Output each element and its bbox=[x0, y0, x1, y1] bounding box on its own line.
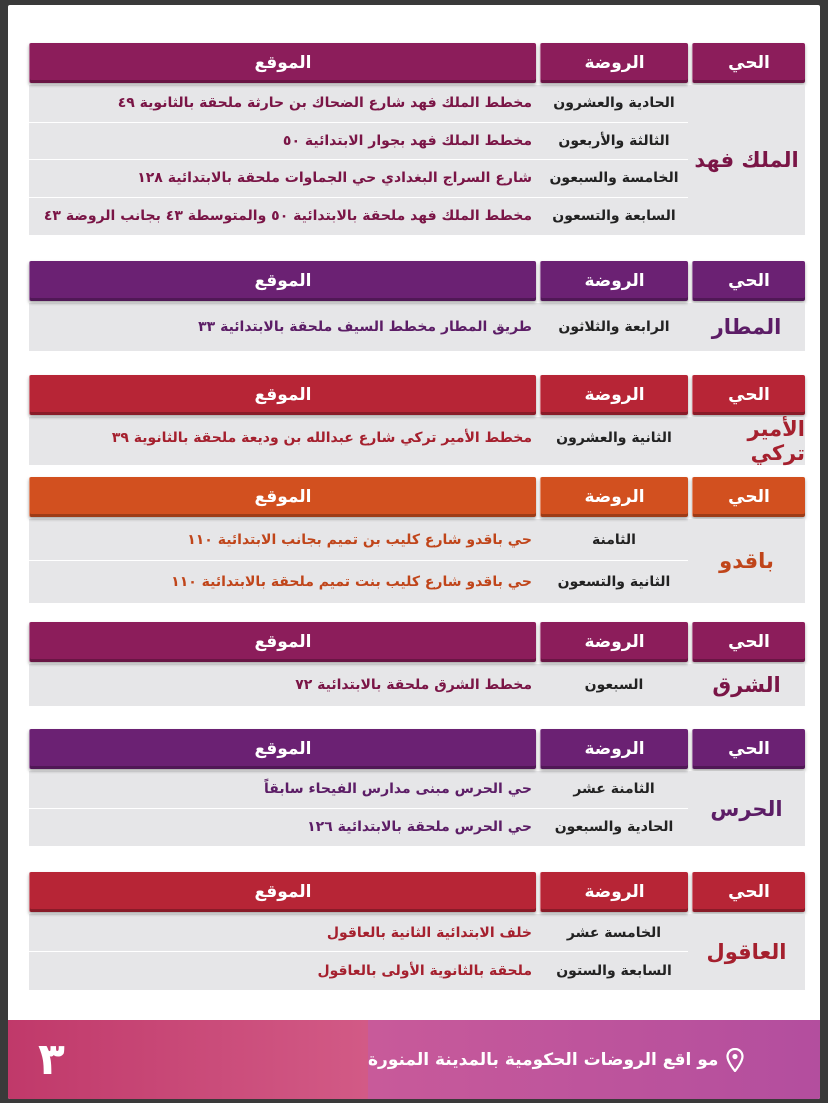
kindergarten-name: الحادية والسبعون bbox=[554, 819, 674, 836]
header-kindergarten: الروضة bbox=[540, 375, 688, 415]
table-body bbox=[29, 914, 805, 990]
table-row bbox=[29, 664, 688, 706]
header-kindergarten: الروضة bbox=[540, 261, 688, 301]
table-header bbox=[29, 261, 805, 301]
district-table bbox=[29, 872, 805, 990]
kindergarten-location: حي باقدو شارع كليب بنت تميم ملحقة بالابتدائية ١١٠ bbox=[171, 574, 532, 590]
rows bbox=[29, 664, 688, 706]
district-name: العاقول bbox=[688, 914, 805, 990]
district-name: الأمير تركي bbox=[688, 417, 805, 465]
header-kindergarten: الروضة bbox=[540, 622, 688, 662]
district-name: الشرق bbox=[688, 664, 805, 706]
kindergarten-name: السابعة والتسعون bbox=[552, 208, 676, 225]
kindergarten-location: مخطط الملك فهد بجوار الابتدائية ٥٠ bbox=[282, 132, 532, 149]
district-table bbox=[29, 261, 805, 351]
kindergarten-location: طريق المطار مخطط السيف ملحقة بالابتدائية ٣٣ bbox=[198, 319, 532, 335]
district-table bbox=[29, 622, 805, 706]
rows bbox=[29, 519, 688, 603]
header-location: الموقع bbox=[29, 872, 536, 912]
table-row bbox=[29, 561, 688, 603]
table-row bbox=[29, 771, 688, 809]
header-kindergarten: الروضة bbox=[540, 729, 688, 769]
table-row bbox=[29, 85, 688, 123]
kindergarten-name: الرابعة والثلاثون bbox=[558, 319, 670, 335]
header-district: الحي bbox=[692, 261, 805, 301]
kindergarten-name: السابعة والستون bbox=[556, 963, 672, 979]
district-table bbox=[29, 375, 805, 465]
table-header bbox=[29, 43, 805, 83]
kindergarten-name: الحادية والعشرون bbox=[553, 95, 675, 112]
header-district: الحي bbox=[692, 729, 805, 769]
kindergarten-location: مخطط الشرق ملحقة بالابتدائية ٧٢ bbox=[295, 677, 532, 693]
footer-title: مو اقع الروضات الحكومية بالمدينة المنورة bbox=[368, 1049, 719, 1070]
table-body bbox=[29, 771, 805, 846]
kindergarten-name: الثالثة والأربعون bbox=[558, 132, 670, 149]
kindergarten-name: السبعون bbox=[584, 677, 644, 693]
district-name: الحرس bbox=[688, 771, 805, 846]
table-header bbox=[29, 872, 805, 912]
table-row bbox=[29, 952, 688, 990]
table-body bbox=[29, 664, 805, 706]
table-header bbox=[29, 729, 805, 769]
table-row bbox=[29, 303, 688, 351]
table-row bbox=[29, 519, 688, 561]
table-body bbox=[29, 417, 805, 465]
kindergarten-name: الثامنة bbox=[592, 531, 636, 548]
footer-title-area bbox=[368, 1020, 820, 1099]
kindergarten-location: حي الحرس مبنى مدارس الفيحاء سابقاً bbox=[264, 781, 532, 798]
rows bbox=[29, 771, 688, 846]
header-location: الموقع bbox=[29, 729, 536, 769]
kindergarten-name: الخامسة والسبعون bbox=[549, 170, 679, 187]
rows bbox=[29, 417, 688, 465]
location-pin-icon bbox=[726, 1048, 744, 1072]
kindergarten-name: الثانية والتسعون bbox=[557, 574, 671, 590]
header-kindergarten: الروضة bbox=[540, 43, 688, 83]
kindergarten-location: شارع السراج البغدادي حي الجماوات ملحقة بالابتدائية ١٢٨ bbox=[137, 170, 532, 187]
page bbox=[8, 5, 820, 1099]
header-kindergarten: الروضة bbox=[540, 477, 688, 517]
header-location: الموقع bbox=[29, 477, 536, 517]
kindergarten-name: الثامنة عشر bbox=[573, 781, 655, 798]
kindergarten-location: مخطط الأمير تركي شارع عبدالله بن وديعة ملحقة بالثانوية ٣٩ bbox=[111, 430, 532, 446]
table-row bbox=[29, 198, 688, 236]
kindergarten-name: الثانية والعشرون bbox=[556, 430, 672, 446]
district-name: المطار bbox=[688, 303, 805, 351]
footer bbox=[8, 1020, 820, 1099]
header-location: الموقع bbox=[29, 622, 536, 662]
header-district: الحي bbox=[692, 872, 805, 912]
district-name: الملك فهد bbox=[688, 85, 805, 235]
table-header bbox=[29, 622, 805, 662]
header-location: الموقع bbox=[29, 375, 536, 415]
rows bbox=[29, 303, 688, 351]
header-kindergarten: الروضة bbox=[540, 872, 688, 912]
header-location: الموقع bbox=[29, 261, 536, 301]
kindergarten-location: حي الحرس ملحقة بالابتدائية ١٢٦ bbox=[307, 819, 532, 836]
table-body bbox=[29, 519, 805, 603]
header-district: الحي bbox=[692, 477, 805, 517]
table-body bbox=[29, 303, 805, 351]
district-table bbox=[29, 477, 805, 603]
district-name: باقدو bbox=[688, 519, 805, 603]
table-row bbox=[29, 809, 688, 847]
table-header bbox=[29, 375, 805, 415]
table-row bbox=[29, 914, 688, 952]
rows bbox=[29, 914, 688, 990]
kindergarten-location: مخطط الملك فهد ملحقة بالابتدائية ٥٠ والمتوسطة ٤٣ بجانب الروضة ٤٣ bbox=[43, 208, 532, 225]
table-row bbox=[29, 160, 688, 198]
page-number: ٣ bbox=[8, 1020, 368, 1099]
table-header bbox=[29, 477, 805, 517]
kindergarten-name: الخامسة عشر bbox=[566, 924, 662, 941]
table-body bbox=[29, 85, 805, 235]
table-row bbox=[29, 417, 688, 459]
header-district: الحي bbox=[692, 375, 805, 415]
rows bbox=[29, 85, 688, 235]
district-table bbox=[29, 43, 805, 235]
header-district: الحي bbox=[692, 622, 805, 662]
kindergarten-location: خلف الابتدائية الثانية بالعاقول bbox=[326, 924, 532, 941]
table-row bbox=[29, 123, 688, 161]
kindergarten-location: ملحقة بالثانوية الأولى بالعاقول bbox=[317, 963, 532, 979]
header-location: الموقع bbox=[29, 43, 536, 83]
district-table bbox=[29, 729, 805, 846]
header-district: الحي bbox=[692, 43, 805, 83]
kindergarten-location: مخطط الملك فهد شارع الضحاك بن حارثة ملحقة بالثانوية ٤٩ bbox=[117, 95, 532, 112]
kindergarten-location: حي باقدو شارع كليب بن تميم بجانب الابتدائية ١١٠ bbox=[187, 531, 532, 548]
